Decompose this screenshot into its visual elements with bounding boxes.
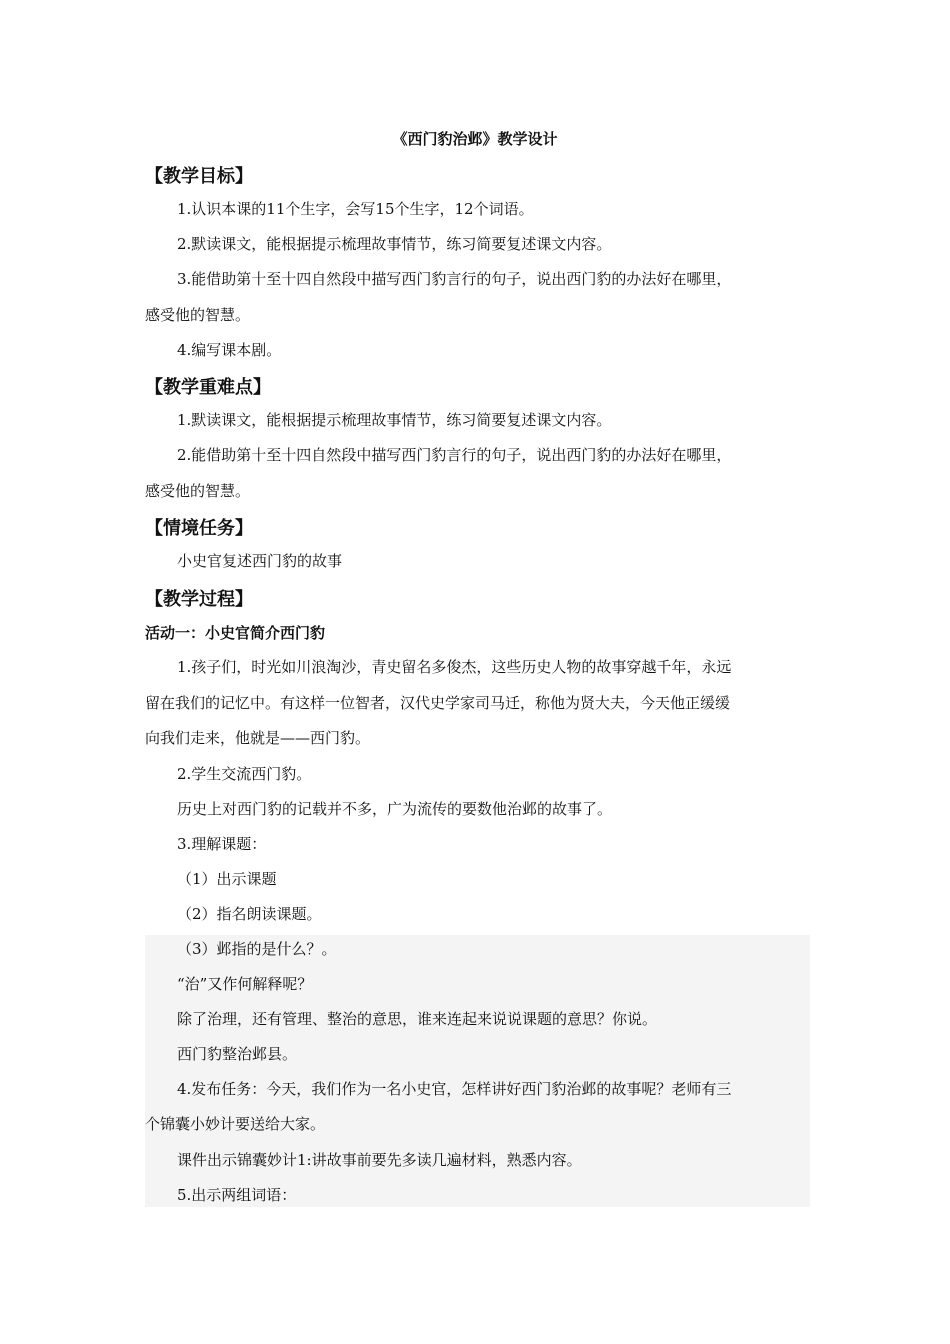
- section-heading-process: 【教学过程】: [145, 589, 253, 610]
- goal-item: 1.认识本课的11个生字，会写15个生字，12个词语。: [177, 200, 534, 218]
- process-paragraph: 4.发布任务：今天，我们作为一名小史官，怎样讲好西门豹治邺的故事呢？老师有三: [177, 1080, 732, 1098]
- process-paragraph: 西门豹整治邺县。: [177, 1045, 298, 1063]
- section-heading-task: 【情境任务】: [145, 518, 253, 539]
- process-paragraph: （2）指名朗读课题。: [177, 905, 322, 923]
- process-paragraph: 课件出示锦囊妙计1:讲故事前要先多读几遍材料，熟悉内容。: [177, 1151, 582, 1169]
- process-paragraph-continued: 向我们走来，他就是——西门豹。: [145, 729, 371, 747]
- keypoint-item-continued: 感受他的智慧。: [145, 482, 251, 500]
- process-paragraph: 2.学生交流西门豹。: [177, 765, 312, 783]
- process-paragraph-continued: 留在我们的记忆中。有这样一位智者，汉代史学家司马迁，称他为贤大夫，今天他正缓缓: [145, 694, 731, 712]
- process-paragraph: 3.理解课题：: [177, 835, 267, 853]
- process-paragraph: 历史上对西门豹的记载并不多，广为流传的要数他治邺的故事了。: [177, 800, 613, 818]
- process-paragraph: 5.出示两组词语：: [177, 1186, 297, 1204]
- goal-item-continued: 感受他的智慧。: [145, 306, 251, 324]
- process-paragraph: （1）出示课题: [177, 870, 277, 888]
- section-heading-goals: 【教学目标】: [145, 166, 253, 187]
- keypoint-item: 2.能借助第十至十四自然段中描写西门豹言行的句子，说出西门豹的办法好在哪里，: [177, 446, 732, 464]
- process-paragraph: “治”又作何解释呢？: [177, 975, 313, 993]
- section-heading-keypoints: 【教学重难点】: [145, 377, 271, 398]
- activity-heading: 活动一：小史官简介西门豹: [145, 624, 326, 642]
- goal-item: 4.编写课本剧。: [177, 341, 282, 359]
- process-paragraph: 1.孩子们，时光如川浪淘沙，青史留名多俊杰，这些历史人物的故事穿越千年，永远: [177, 658, 732, 676]
- process-paragraph: （3）邺指的是什么？。: [177, 940, 337, 958]
- task-item: 小史官复述西门豹的故事: [177, 552, 343, 570]
- process-paragraph-continued: 个锦囊小妙计要送给大家。: [145, 1115, 326, 1133]
- goal-item: 2.默读课文，能根据提示梳理故事情节，练习简要复述课文内容。: [177, 235, 612, 253]
- keypoint-item: 1.默读课文，能根据提示梳理故事情节，练习简要复述课文内容。: [177, 411, 612, 429]
- process-paragraph: 除了治理，还有管理、整治的意思，谁来连起来说说课题的意思？你说。: [177, 1010, 658, 1028]
- document-title: 《西门豹治邺》教学设计: [392, 130, 558, 148]
- goal-item: 3.能借助第十至十四自然段中描写西门豹言行的句子，说出西门豹的办法好在哪里，: [177, 270, 732, 288]
